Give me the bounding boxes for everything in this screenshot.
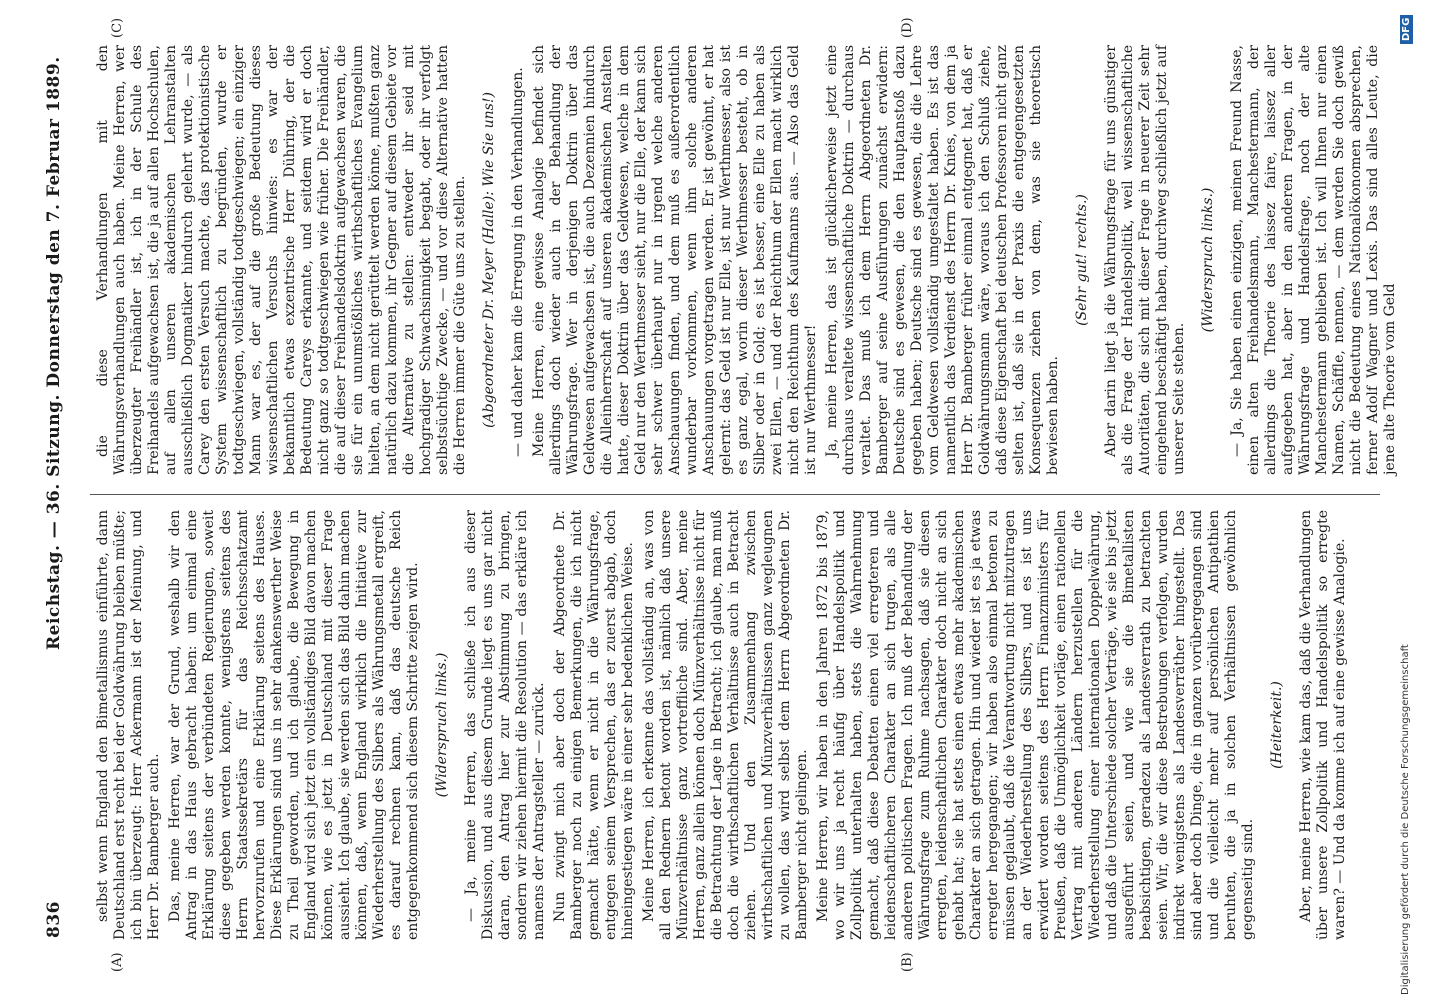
right-column <box>95 45 1403 475</box>
dfg-logo: DFG <box>1400 15 1413 44</box>
paragraph: selbst wenn England den Bimetallismus einführte, dann Deutschland erst recht bei der Goldwährung bleiben müßte; ich bin überzeugt: Herr Ackermann ist der Meinung, und Herr Dr. Bamberger auch. <box>95 510 162 940</box>
paragraph: Meine Herren, ich erkenne das vollständig an, was von all den Rednern betont worden ist, nämlich daß unsere Münzverhältnisse ganz vortreffliche sind. Aber, meine Herren, ganz allein können doch Münzverhältnisse nicht für die Betrachtung der Lage in Betracht; ich glaube, man muß doch die wirthschaftlichen Verhältnisse auch in Betracht ziehen. Und den Zusammenhang zwischen wirthschaftlichen und Münzverhältnissen ganz wegleugnen zu wollen, das wird selbst dem Herrn Abgeordneten Dr. Bamberger nicht gelingen. <box>641 510 810 940</box>
interjection: (Heiterkeit.) <box>1269 681 1285 769</box>
page-number: 836 <box>44 901 64 938</box>
interjection: (Widerspruch links.) <box>1200 187 1216 333</box>
paragraph: Nun zwingt mich aber doch der Abgeordnete Dr. Bamberger noch zu einigen Bemerkungen, die ich nicht gemacht hätte, wenn er nicht in die Währungsfrage, entgegen seinem Versprechen, das er zuerst abgab, doch hineingestiegen wäre in einer sehr bedenklichen Weise. <box>552 510 636 940</box>
paragraph: die diese Verhandlungen mit den Währungsverhandlungen auch haben. Meine Herren, wer überzeugter Freihändler ist, ich in der Schule des Freihandels aufgewachsen ist, die ja auf allen Hochschulen, auf allen unseren akademischen Lehranstalten ausschließlich Dogmatiker hindurch gelehrt wurde, — als Carey den ersten Versuch machte, das protektionistische System wissenschaftlich zu begründen, wurde er todtgeschwiegen, vollständig todtgeschwiegen; ein einziger Mann war es, der auf die große Bedeutung dieses wissenschaftlichen Versuchs hinwies: es war der bekanntlich etwas exzentrische Herr Dühring, der die Bedeutung Careys erkannte, und seitdem wird er doch nicht ganz so todtgeschwiegen wie früher. Die Freihändler, die auf dieser Freihandelsdoktrin aufgewachsen waren, die sie für ein unumstößliches wirthschaftliches Evangelium hielten, an dem nicht gerüttelt werden könne, mußten ganz natürlich dazu kommen, ihr Gegner auf diesem Gebiete vor die Alternative zu stellen: entweder ihr seid mit hochgradiger Schwachsinnigkeit begabt, oder ihr verfolgt selbstsüchtige Zwecke, — und vor diese Alternative hatten die Herren immer die Güte uns zu stellen. <box>95 45 468 475</box>
paragraph: Aber darin liegt ja die Währungsfrage für uns günstiger als die Frage der Handelspolitik, weil wissenschaftliche Autoritäten, die sich mit dieser Frage in neuerer Zeit sehr eingehend beschäftigt haben, durchweg schließlich jetzt auf unserer Seite stehen. <box>1103 45 1187 475</box>
paragraph: Meine Herren, eine gewisse Analogie befindet sich allerdings doch wieder auch in der Behandlung der Währungsfrage. Wer in derjenigen Doktrin über das Geldwesen aufgewachsen ist, die auch Dezennien hindurch die Alleinherrschaft auf unseren akademischen Anstalten hatte, dieser Doktrin über das Geldwesen, welche in dem Geld nur den Werthmesser sieht, nur die Elle, der kann sich sehr schwer überhaupt nur in irgend welche anderen Anschauungen finden, und dem muß es außerordentlich wunderbar vorkommen, wenn ihm solche anderen Anschauungen vorgetragen werden. Er ist gewöhnt, er hat gelernt: das Geld ist nur Elle, ist nur Werthmesser, also ist es ganz egal, worin dieser Werthmesser besteht, ob in Silber oder in Gold; es ist besser, eine Elle zu haben als zwei Ellen, — und der Reichthum der Ellen macht wirklich nicht den Reichthum des Kaufmanns aus. — Also das Geld ist nur Werthmesser! <box>531 45 819 475</box>
left-column <box>95 510 1353 940</box>
paragraph: — und daher kam die Erregung in den Verhandlungen. <box>510 67 526 457</box>
paragraph: Meine Herren, wir haben in den Jahren 1872 bis 1879, wo wir uns ja recht häufig über Handelspolitik und Zollpolitik unterhalten haben, stets die Wahrnehmung gemacht, daß diese Debatten einen viel erregteren und leidenschaftlicheren Charakter an sich trugen, als alle anderen politischen Fragen. Ich muß der Behandlung der Währungsfrage zum Ruhme nachsagen, daß sie diesen erregten, leidenschaftlichen Charakter doch nicht an sich gehabt hat; sie hat stets einen etwas mehr akademischen Charakter an sich getragen. Hin und wieder ist es ja etwas erregter hergegangen; wir haben also einmal betonen zu müssen geglaubt, daß die Verantwortung nicht mitzutragen an der Wiederherstellung des Silbers, und es ist uns erwidert worden seitens des Herrn Finanzministers für Preußen, daß die Unmöglichkeit vorläge, einen rationellen Vertrag mit anderen Ländern herzustellen für die Wiederherstellung einer internationalen Doppelwährung, und daß die Unterschiede solcher Verträge, wie sie bis jetzt ausgeführt seien, und wie sie die Bimetallisten beabsichtigen, geradezu als Landesverrath zu betrachten seien. Wir, die wir diese Bestrebungen verfolgen, wurden indirekt wenigstens als Landesverräther hingestellt. Das sind aber doch Dinge, die in ganzen vorübergegangen sind und die vielleicht mehr auf persönlichen Antipathien beruhten, die ja in solchen Verhältnissen gewöhnlich gegenseitig sind. <box>815 510 1256 940</box>
paragraph: — Ja, meine Herren, das schließe ich aus dieser Diskussion, und aus diesem Grunde liegt es uns gar nicht daran, den Antrag hier zur Abstimmung zu bringen, sondern wir ziehen hiermit die Resolution — das erkläre ich namens der Antragsteller — zurück. <box>463 510 547 940</box>
interjection: (Widerspruch links.) <box>434 652 450 798</box>
column-divider <box>90 494 1380 495</box>
paragraph: Das, meine Herren, war der Grund, weshalb wir den Antrag in das Haus gebracht haben: um einmal eine Erklärung seitens der verbündeten Regierungen, soweit diese gegeben werden konnte, wenigstens seitens des Herrn Staatssekretärs für das Reichsschatzamt hervorzurufen und eine Erklärung seitens des Hauses. Diese Erklärungen sind uns in sehr dankenswerther Weise zu Theil geworden, und ich glaube, die Bewegung in England wird sich jetzt ein vollständiges Bild davon machen können, wie es jetzt in Deutschland mit dieser Frage aussieht. Ich glaube, sie werden sich das Bild dahin machen können, daß, wenn England wirklich die Initiative zur Wiederherstellung des Silbers als Währungsmetall ergreift, es darauf rechnen kann, daß das deutsche Reich entgegenkommend sich diesem Schritte zeigen wird. <box>167 510 421 940</box>
page-title: Reichstag. — 36. Sitzung. Donnerstag den 7. Februar 1889. <box>44 56 64 650</box>
interjection: (Sehr gut! rechts.) <box>1074 194 1090 326</box>
digitization-credit: Digitalisierung gefördert durch die Deutsche Forschungsgemeinschaft <box>1400 644 1411 995</box>
margin-marker-b: (B) <box>900 952 915 972</box>
paragraph: Ja, meine Herren, das ist glücklicherweise jetzt eine durchaus veraltete wissenschaftliche Doktrin — durchaus veraltet. Das muß ich dem Herrn Abgeordneten Dr. Bamberger auf seine Ausführungen zunächst erwidern: Deutsche sind es gewesen, die den Hauptanstoß dazu gegeben haben; Deutsche sind es gewesen, die die Lehre vom Geldwesen vollständig umgestaltet haben. Es ist das namentlich das Verdienst des Herrn Dr. Knies, von dem ja Herr Dr. Bamberger früher einmal entgegnet hat, daß er Goldwährungsmann wäre, woraus ich den Schluß ziehe, daß diese Eigenschaft bei deutschen Professoren nicht ganz selten ist, daß sie in der Praxis die entgegengesetzten Konsequenzen ziehen von dem, was sie theoretisch bewiesen haben. <box>824 45 1061 475</box>
margin-marker-d: (D) <box>900 17 915 38</box>
page-header <box>34 50 74 950</box>
interjection: (Abgeordneter Dr. Meyer (Halle): Wie Sie uns!) <box>481 92 497 428</box>
paragraph: Aber, meine Herren, wie kam das, daß die Verhandlungen über unsere Zollpolitik und Handelspolitik so erregte waren? — Und da komme ich auf eine gewisse Analogie. <box>1298 510 1348 940</box>
margin-marker-a: (A) <box>110 952 125 972</box>
margin-marker-c: (C) <box>110 17 125 38</box>
paragraph: — Ja, Sie haben einen einzigen, meinen Freund Nasse, einen alten Freihandelsmann, Manchestermann, der allerdings die Theorie des laissez faire, laissez aller aufgegeben hat, aber in den anderen Fragen, in der Währungsfrage und Handelsfrage, noch der alte Manchestermann geblieben ist. Ich will Ihnen nur einen Namen, Schäffle, nennen, — dem werden Sie doch gewiß nicht die Bedeutung eines Nationalökonomen absprechen, ferner Adolf Wagner und Lexis. Das sind alles Leute, die jene alte Theorie vom Geld <box>1229 45 1398 475</box>
